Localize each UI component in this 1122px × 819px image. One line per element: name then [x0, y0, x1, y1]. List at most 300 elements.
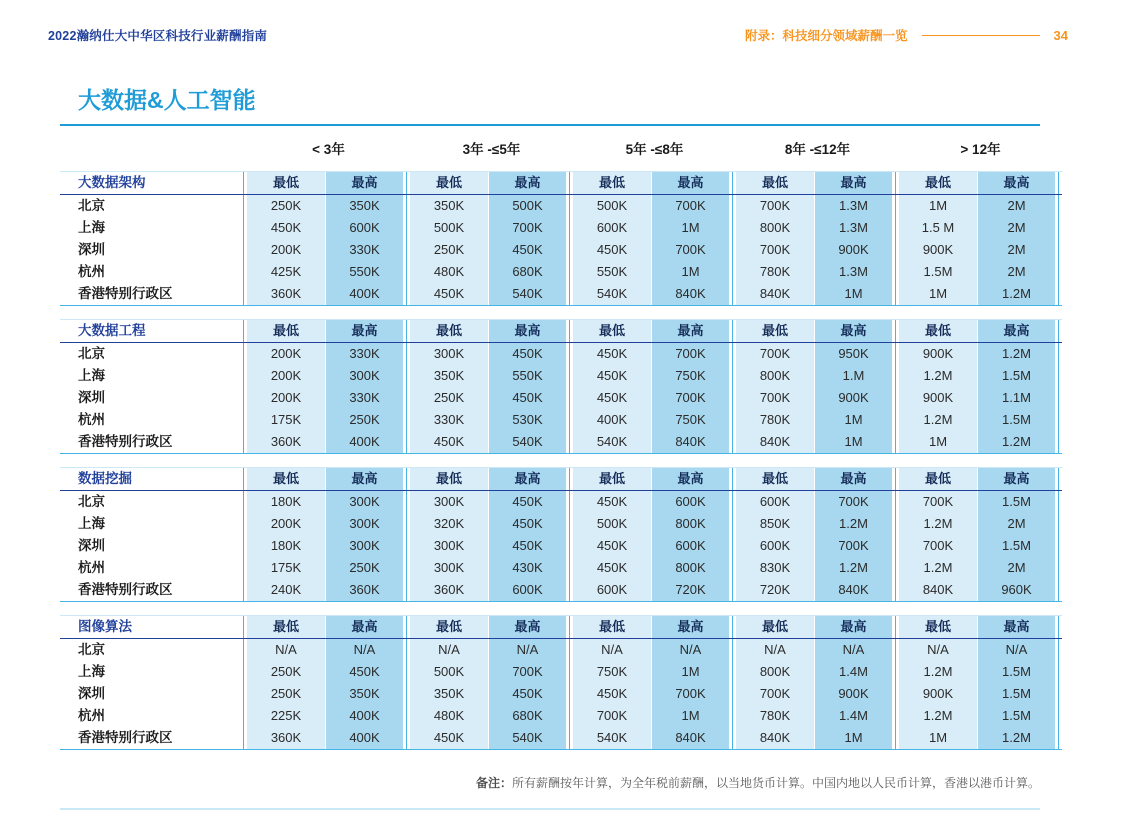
page-number: 34: [1053, 27, 1068, 43]
salary-min-value: 800K: [736, 217, 814, 239]
col-header-max: 最高: [652, 468, 729, 490]
salary-min-value: 450K: [410, 431, 488, 453]
salary-min-value: 830K: [736, 557, 814, 579]
column-separator: [1055, 431, 1062, 453]
salary-max-value: 600K: [489, 579, 566, 601]
salary-max-value: 1M: [815, 431, 892, 453]
column-separator: [240, 217, 247, 239]
salary-max-value: 700K: [815, 491, 892, 513]
column-separator: [892, 172, 899, 194]
salary-max-value: 960K: [978, 579, 1055, 601]
salary-max-value: 600K: [652, 491, 729, 513]
salary-max-value: 1.5M: [978, 409, 1055, 431]
salary-min-value: 250K: [410, 239, 488, 261]
salary-max-value: 1.4M: [815, 705, 892, 727]
table-title: 大数据工程: [78, 323, 146, 338]
table-row: [60, 195, 1062, 217]
column-separator: [566, 217, 573, 239]
salary-max-value: 400K: [326, 283, 403, 305]
salary-max-value: 1.3M: [815, 195, 892, 217]
column-separator: [1055, 468, 1062, 490]
salary-max-value: 300K: [326, 535, 403, 557]
column-separator: [566, 683, 573, 705]
salary-min-value: 250K: [247, 683, 325, 705]
salary-max-value: 540K: [489, 283, 566, 305]
salary-min-value: 200K: [247, 239, 325, 261]
column-separator: [403, 639, 410, 661]
salary-max-value: 1.2M: [978, 431, 1055, 453]
column-separator: [403, 661, 410, 683]
footnote-text: 所有薪酬按年计算，为全年税前薪酬，以当地货币计算。中国内地以人民币计算，香港以港币计算。: [511, 776, 1040, 790]
column-separator: [566, 557, 573, 579]
column-separator: [729, 468, 736, 490]
column-separator: [403, 320, 410, 342]
column-separator: [1055, 365, 1062, 387]
column-separator: [1055, 639, 1062, 661]
salary-min-value: 350K: [410, 683, 488, 705]
salary-max-value: 450K: [489, 387, 566, 409]
col-header-min: 最低: [899, 320, 977, 342]
salary-min-value: 300K: [410, 557, 488, 579]
salary-min-value: 450K: [573, 535, 651, 557]
column-separator: [892, 217, 899, 239]
salary-min-value: 700K: [736, 343, 814, 365]
table-title: 图像算法: [78, 619, 132, 634]
salary-min-value: 1.2M: [899, 365, 977, 387]
salary-min-value: 700K: [573, 705, 651, 727]
column-separator: [240, 616, 247, 638]
col-header-min: 最低: [410, 468, 488, 490]
column-separator: [566, 365, 573, 387]
salary-max-value: 2M: [978, 513, 1055, 535]
table-row: [60, 283, 1062, 305]
salary-table: [60, 467, 1062, 602]
city-label: 香港特别行政区: [78, 434, 173, 449]
col-header-min: 最低: [573, 468, 651, 490]
salary-max-value: 2M: [978, 217, 1055, 239]
city-label: 杭州: [78, 412, 105, 427]
table-row: [60, 387, 1062, 409]
column-separator: [240, 513, 247, 535]
col-header-max: 最高: [652, 172, 729, 194]
salary-max-value: 1M: [815, 409, 892, 431]
salary-min-value: 350K: [410, 195, 488, 217]
salary-max-value: 950K: [815, 343, 892, 365]
city-label: 北京: [78, 346, 105, 361]
city-label: 深圳: [78, 538, 105, 553]
column-separator: [566, 409, 573, 431]
salary-min-value: 550K: [573, 261, 651, 283]
salary-min-value: 250K: [410, 387, 488, 409]
salary-max-value: 350K: [326, 195, 403, 217]
page-bottom-rule: [60, 808, 1040, 810]
salary-min-value: 500K: [410, 661, 488, 683]
column-separator: [240, 661, 247, 683]
col-header-min: 最低: [247, 468, 325, 490]
city-label: 上海: [78, 220, 105, 235]
column-separator: [240, 320, 247, 342]
column-separator: [892, 491, 899, 513]
salary-table: [60, 615, 1062, 750]
city-label: 北京: [78, 642, 105, 657]
salary-min-value: 360K: [247, 283, 325, 305]
table-header-row: [60, 320, 1062, 343]
salary-max-value: 750K: [652, 409, 729, 431]
salary-min-value: 300K: [410, 491, 488, 513]
salary-min-value: 1M: [899, 727, 977, 749]
column-separator: [240, 261, 247, 283]
city-label: 深圳: [78, 390, 105, 405]
col-header-min: 最低: [573, 172, 651, 194]
city-label: 香港特别行政区: [78, 730, 173, 745]
salary-min-value: 840K: [736, 283, 814, 305]
column-separator: [729, 365, 736, 387]
column-separator: [892, 320, 899, 342]
salary-max-value: 450K: [489, 343, 566, 365]
salary-max-value: 1M: [815, 727, 892, 749]
col-header-min: 最低: [899, 172, 977, 194]
column-separator: [1055, 283, 1062, 305]
column-separator: [403, 172, 410, 194]
salary-max-value: 330K: [326, 387, 403, 409]
column-separator: [892, 343, 899, 365]
col-header-min: 最低: [736, 468, 814, 490]
column-separator: [892, 365, 899, 387]
column-separator: [566, 431, 573, 453]
column-separator: [892, 683, 899, 705]
city-label: 杭州: [78, 264, 105, 279]
table-title: 大数据架构: [78, 175, 146, 190]
salary-min-value: 450K: [573, 387, 651, 409]
column-separator: [729, 283, 736, 305]
col-header-max: 最高: [489, 172, 566, 194]
salary-min-value: 600K: [573, 217, 651, 239]
salary-max-value: 1.5M: [978, 535, 1055, 557]
column-separator: [566, 239, 573, 261]
city-label: 香港特别行政区: [78, 582, 173, 597]
salary-min-value: 175K: [247, 557, 325, 579]
salary-min-value: 450K: [573, 557, 651, 579]
column-separator: [566, 195, 573, 217]
col-header-max: 最高: [815, 320, 892, 342]
table-row: [60, 431, 1062, 453]
column-separator: [892, 557, 899, 579]
salary-max-value: 530K: [489, 409, 566, 431]
column-separator: [1055, 239, 1062, 261]
salary-max-value: 2M: [978, 557, 1055, 579]
table-header-row: [60, 468, 1062, 491]
column-separator: [403, 217, 410, 239]
salary-max-value: 1.5M: [978, 365, 1055, 387]
salary-min-value: 300K: [410, 343, 488, 365]
col-header-max: 最高: [978, 616, 1055, 638]
column-separator: [403, 431, 410, 453]
salary-max-value: 1.5M: [978, 683, 1055, 705]
salary-min-value: 450K: [573, 491, 651, 513]
salary-max-value: 700K: [652, 387, 729, 409]
col-header-min: 最低: [410, 616, 488, 638]
column-separator: [403, 705, 410, 727]
col-header-max: 最高: [815, 172, 892, 194]
col-header-min: 最低: [410, 320, 488, 342]
salary-max-value: 800K: [652, 557, 729, 579]
col-header-max: 最高: [978, 172, 1055, 194]
table-row: [60, 343, 1062, 365]
column-separator: [1055, 320, 1062, 342]
column-separator: [240, 491, 247, 513]
salary-min-value: 1.2M: [899, 661, 977, 683]
salary-min-value: 400K: [573, 409, 651, 431]
column-separator: [240, 557, 247, 579]
appendix-label: 附录：科技细分领域薪酬一览: [745, 29, 908, 43]
salary-max-value: 1.4M: [815, 661, 892, 683]
salary-min-value: 225K: [247, 705, 325, 727]
column-separator: [729, 343, 736, 365]
salary-min-value: 1M: [899, 431, 977, 453]
salary-max-value: 700K: [652, 195, 729, 217]
column-separator: [240, 195, 247, 217]
city-label: 深圳: [78, 242, 105, 257]
city-label: 北京: [78, 494, 105, 509]
column-separator: [729, 705, 736, 727]
column-separator: [566, 727, 573, 749]
column-separator: [1055, 513, 1062, 535]
col-header-max: 最高: [978, 320, 1055, 342]
table-row: [60, 491, 1062, 513]
salary-max-value: 700K: [489, 217, 566, 239]
col-header-min: 最低: [736, 616, 814, 638]
salary-min-value: 600K: [736, 535, 814, 557]
table-row: [60, 661, 1062, 683]
salary-min-value: 360K: [410, 579, 488, 601]
salary-min-value: 1.2M: [899, 409, 977, 431]
city-label: 深圳: [78, 686, 105, 701]
column-separator: [240, 387, 247, 409]
column-separator: [1055, 579, 1062, 601]
column-separator: [1055, 616, 1062, 638]
col-header-max: 最高: [815, 468, 892, 490]
salary-min-value: 700K: [736, 239, 814, 261]
salary-max-value: 500K: [489, 195, 566, 217]
salary-min-value: 840K: [736, 727, 814, 749]
salary-max-value: 720K: [652, 579, 729, 601]
salary-max-value: 550K: [489, 365, 566, 387]
footnote-label: 备注：: [475, 776, 512, 790]
salary-min-value: N/A: [573, 639, 651, 661]
salary-min-value: 500K: [410, 217, 488, 239]
salary-max-value: 2M: [978, 195, 1055, 217]
salary-min-value: 450K: [247, 217, 325, 239]
city-label: 上海: [78, 664, 105, 679]
column-separator: [1055, 343, 1062, 365]
salary-min-value: 360K: [247, 431, 325, 453]
salary-max-value: 330K: [326, 239, 403, 261]
column-separator: [403, 683, 410, 705]
salary-min-value: 840K: [899, 579, 977, 601]
salary-max-value: 700K: [652, 683, 729, 705]
salary-min-value: 360K: [247, 727, 325, 749]
salary-max-value: 840K: [815, 579, 892, 601]
salary-table: [60, 319, 1062, 454]
column-separator: [892, 261, 899, 283]
column-separator: [892, 239, 899, 261]
column-separator: [729, 513, 736, 535]
salary-min-value: 900K: [899, 239, 977, 261]
salary-min-value: 700K: [736, 683, 814, 705]
salary-max-value: 400K: [326, 431, 403, 453]
band-header-spacer: [60, 138, 247, 158]
salary-max-value: 1.3M: [815, 261, 892, 283]
experience-band-label: > 12年: [960, 142, 1001, 157]
city-label: 杭州: [78, 560, 105, 575]
document-title: 2022瀚纳仕大中华区科技行业薪酬指南: [48, 29, 268, 43]
salary-max-value: 450K: [489, 491, 566, 513]
salary-max-value: 450K: [489, 513, 566, 535]
salary-min-value: 180K: [247, 491, 325, 513]
table-row: [60, 261, 1062, 283]
column-separator: [240, 468, 247, 490]
salary-max-value: 2M: [978, 239, 1055, 261]
table-row: [60, 513, 1062, 535]
salary-min-value: 250K: [247, 661, 325, 683]
column-separator: [566, 535, 573, 557]
salary-max-value: 1.M: [815, 365, 892, 387]
column-separator: [240, 639, 247, 661]
column-separator: [892, 468, 899, 490]
city-label: 杭州: [78, 708, 105, 723]
col-header-max: 最高: [326, 468, 403, 490]
column-separator: [403, 365, 410, 387]
salary-min-value: 250K: [247, 195, 325, 217]
salary-min-value: 900K: [899, 343, 977, 365]
salary-min-value: 840K: [736, 431, 814, 453]
tables-container: [60, 171, 1062, 750]
column-separator: [403, 616, 410, 638]
column-separator: [240, 343, 247, 365]
salary-min-value: 1.2M: [899, 513, 977, 535]
salary-min-value: 700K: [736, 195, 814, 217]
salary-max-value: 840K: [652, 727, 729, 749]
column-separator: [403, 409, 410, 431]
column-separator: [729, 639, 736, 661]
column-separator: [566, 387, 573, 409]
col-header-min: 最低: [247, 320, 325, 342]
column-separator: [892, 409, 899, 431]
column-separator: [566, 283, 573, 305]
column-separator: [240, 239, 247, 261]
col-header-max: 最高: [489, 468, 566, 490]
column-separator: [892, 283, 899, 305]
column-separator: [892, 195, 899, 217]
column-separator: [403, 387, 410, 409]
salary-min-value: 320K: [410, 513, 488, 535]
salary-max-value: 540K: [489, 727, 566, 749]
col-header-max: 最高: [652, 616, 729, 638]
column-separator: [403, 283, 410, 305]
page-header-right: [745, 26, 1068, 44]
column-separator: [729, 409, 736, 431]
column-separator: [566, 320, 573, 342]
section-title-rule: [60, 124, 1040, 126]
column-separator: [729, 491, 736, 513]
table-row: [60, 683, 1062, 705]
salary-max-value: 750K: [652, 365, 729, 387]
column-separator: [1055, 217, 1062, 239]
column-separator: [729, 661, 736, 683]
salary-max-value: N/A: [815, 639, 892, 661]
salary-max-value: 350K: [326, 683, 403, 705]
salary-min-value: 780K: [736, 261, 814, 283]
column-separator: [240, 409, 247, 431]
column-separator: [892, 387, 899, 409]
column-separator: [1055, 261, 1062, 283]
footnote: [60, 774, 1062, 791]
column-separator: [1055, 727, 1062, 749]
column-separator: [403, 579, 410, 601]
salary-min-value: N/A: [899, 639, 977, 661]
salary-min-value: 800K: [736, 661, 814, 683]
salary-min-value: 540K: [573, 727, 651, 749]
column-separator: [403, 727, 410, 749]
column-separator: [240, 535, 247, 557]
column-separator: [729, 172, 736, 194]
salary-min-value: 450K: [410, 727, 488, 749]
col-header-max: 最高: [978, 468, 1055, 490]
salary-min-value: N/A: [410, 639, 488, 661]
column-separator: [892, 705, 899, 727]
header-rule: [922, 35, 1040, 36]
salary-max-value: 840K: [652, 283, 729, 305]
salary-max-value: 400K: [326, 727, 403, 749]
col-header-min: 最低: [736, 172, 814, 194]
table-row: [60, 727, 1062, 749]
column-separator: [1055, 683, 1062, 705]
salary-min-value: N/A: [247, 639, 325, 661]
column-separator: [403, 239, 410, 261]
salary-max-value: 680K: [489, 261, 566, 283]
col-header-max: 最高: [815, 616, 892, 638]
salary-min-value: 600K: [573, 579, 651, 601]
salary-max-value: 400K: [326, 705, 403, 727]
salary-min-value: 850K: [736, 513, 814, 535]
salary-max-value: 1.2M: [978, 727, 1055, 749]
column-separator: [892, 431, 899, 453]
salary-min-value: 180K: [247, 535, 325, 557]
column-separator: [403, 343, 410, 365]
column-separator: [240, 705, 247, 727]
table-title: 数据挖掘: [78, 471, 132, 486]
salary-min-value: 900K: [899, 387, 977, 409]
salary-min-value: N/A: [736, 639, 814, 661]
salary-min-value: 450K: [573, 239, 651, 261]
salary-max-value: 250K: [326, 557, 403, 579]
table-row: [60, 705, 1062, 727]
salary-min-value: 200K: [247, 387, 325, 409]
salary-max-value: 700K: [815, 535, 892, 557]
salary-max-value: 1M: [652, 705, 729, 727]
salary-max-value: 900K: [815, 683, 892, 705]
salary-min-value: 720K: [736, 579, 814, 601]
salary-min-value: 300K: [410, 535, 488, 557]
column-separator: [1055, 557, 1062, 579]
salary-max-value: N/A: [978, 639, 1055, 661]
salary-max-value: 1M: [815, 283, 892, 305]
salary-max-value: 540K: [489, 431, 566, 453]
salary-max-value: 680K: [489, 705, 566, 727]
column-separator: [566, 639, 573, 661]
salary-min-value: 780K: [736, 705, 814, 727]
salary-min-value: 540K: [573, 431, 651, 453]
